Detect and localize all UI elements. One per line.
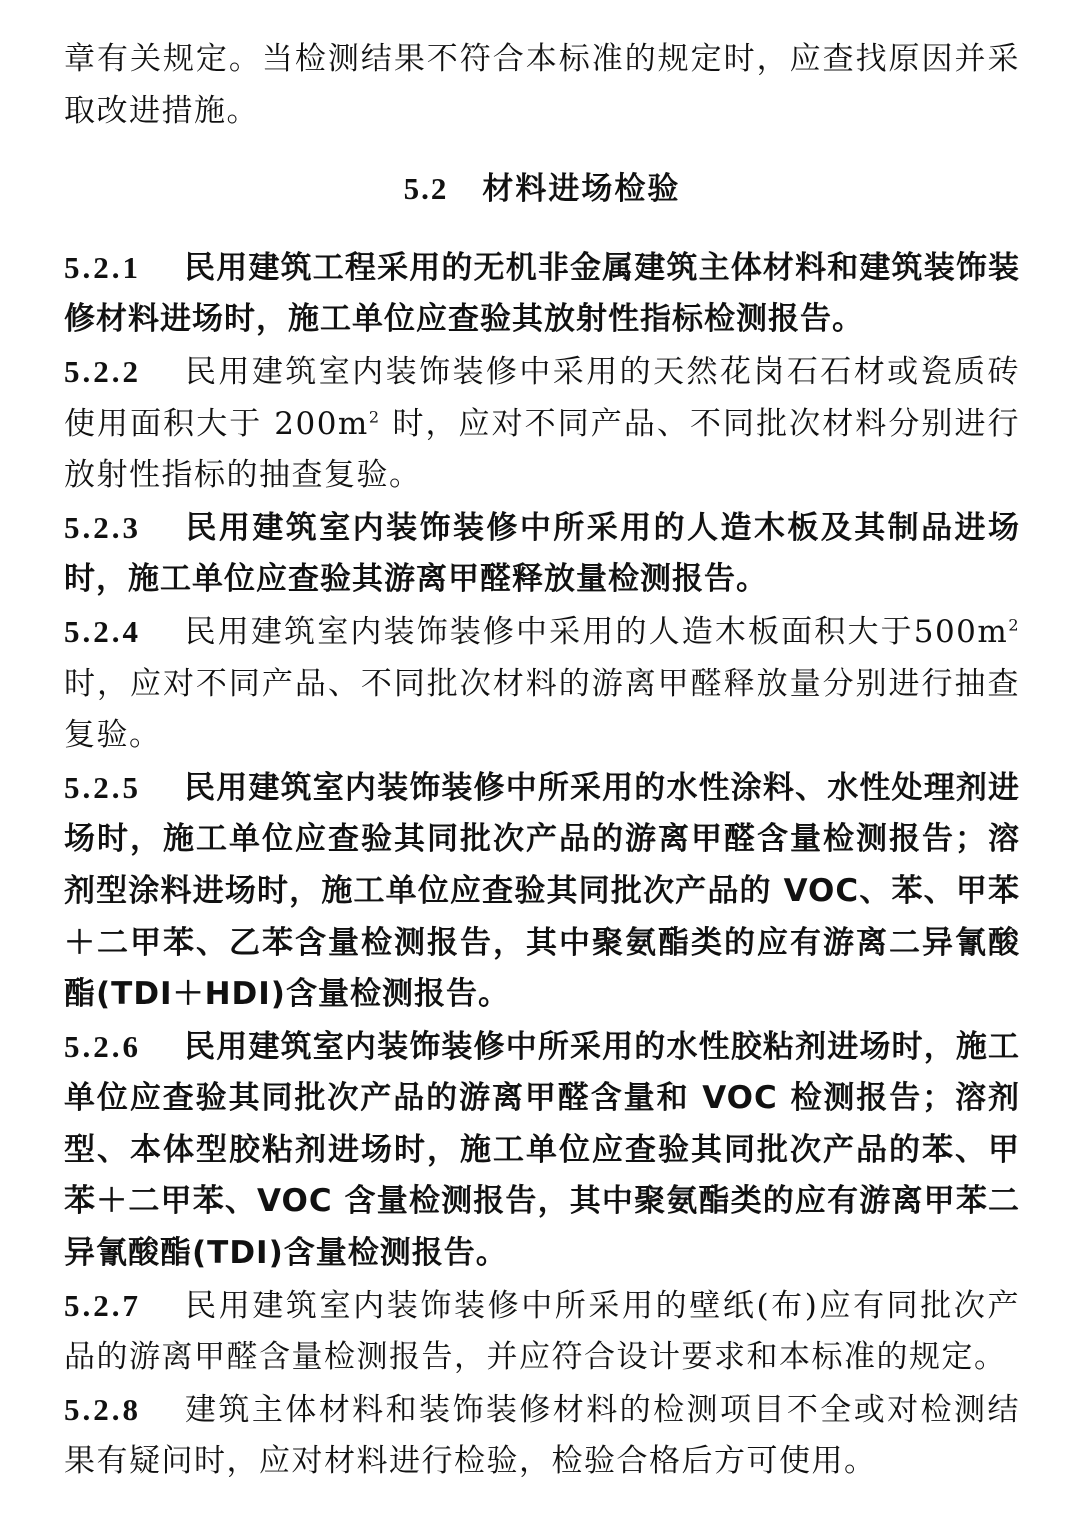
section-number: 5.2 xyxy=(403,171,449,207)
superscript: 2 xyxy=(1008,615,1020,635)
clause-5-2-8 xyxy=(64,1384,1020,1488)
clause-text: 民用建筑室内装饰装修中所采用的水性胶粘剂进场时，施工单位应查验其同批次产品的游离甲醛含量和 VOC 检测报告；溶剂型、本体型胶粘剂进场时，施工单位应查验其同批次产品的苯、甲苯＋二甲苯、VOC 含量检测报告，其中聚氨酯类的应有游离甲苯二异氰酸酯(TDI)含量检测报告。 xyxy=(64,1028,1020,1272)
clause-text: 民用建筑室内装饰装修中所采用的水性涂料、水性处理剂进场时，施工单位应查验其同批次产品的游离甲醛含量检测报告；溶剂型涂料进场时，施工单位应查验其同批次产品的 VOC、苯、甲苯＋二甲苯、乙苯含量检测报告，其中聚氨酯类的应有游离二异氰酸酯(TDI＋HDI)含量检测报告。 xyxy=(64,769,1020,1013)
clause-5-2-4 xyxy=(64,606,1020,762)
clause-5-2-3 xyxy=(64,502,1020,606)
clause-number: 5.2.7 xyxy=(64,1287,141,1323)
clause-text: 民用建筑室内装饰装修中所采用的人造木板及其制品进场时，施工单位应查验其游离甲醛释放量检测报告。 xyxy=(64,509,1020,598)
clause-5-2-2 xyxy=(64,346,1020,502)
clause-text-cont: 时，应对不同产品、不同批次材料分别进行放射性指标的抽查复验。 xyxy=(64,405,1021,494)
section-title: 材料进场检验 xyxy=(482,171,681,208)
intro-paragraph: 章有关规定。当检测结果不符合本标准的规定时，应查找原因并采取改进措施。 xyxy=(64,41,1020,129)
clause-5-2-5 xyxy=(64,762,1020,1021)
clause-number: 5.2.3 xyxy=(64,509,141,545)
clause-5-2-6 xyxy=(64,1021,1020,1280)
clause-text: 建筑主体材料和装饰装修材料的检测项目不全或对检测结果有疑问时，应对材料进行检验，检验合格后方可使用。 xyxy=(64,1391,1020,1480)
clause-number: 5.2.8 xyxy=(64,1391,141,1427)
clause-number: 5.2.1 xyxy=(64,249,141,285)
section-heading xyxy=(64,163,1020,216)
superscript: 2 xyxy=(368,407,381,427)
clause-number: 5.2.2 xyxy=(64,353,141,389)
clause-text: 民用建筑室内装饰装修中所采用的壁纸(布)应有同批次产品的游离甲醛含量检测报告，并应符合设计要求和本标准的规定。 xyxy=(64,1287,1020,1376)
document-page xyxy=(64,34,1020,1488)
clause-number: 5.2.6 xyxy=(64,1028,141,1064)
clause-5-2-1 xyxy=(64,242,1020,346)
clause-text: 民用建筑工程采用的无机非金属建筑主体材料和建筑装饰装修材料进场时，施工单位应查验其放射性指标检测报告。 xyxy=(64,249,1020,338)
clause-text-cont: 时，应对不同产品、不同批次材料的游离甲醛释放量分别进行抽查复验。 xyxy=(64,665,1020,754)
clause-text: 民用建筑室内装饰装修中采用的天然花岗石石材或瓷质砖使用面积大于 200m xyxy=(64,353,1020,442)
clause-5-2-7 xyxy=(64,1280,1020,1384)
clause-text: 民用建筑室内装饰装修中采用的人造木板面积大于500m xyxy=(184,613,1009,650)
clause-number: 5.2.5 xyxy=(64,769,141,805)
clause-number: 5.2.4 xyxy=(64,613,141,649)
